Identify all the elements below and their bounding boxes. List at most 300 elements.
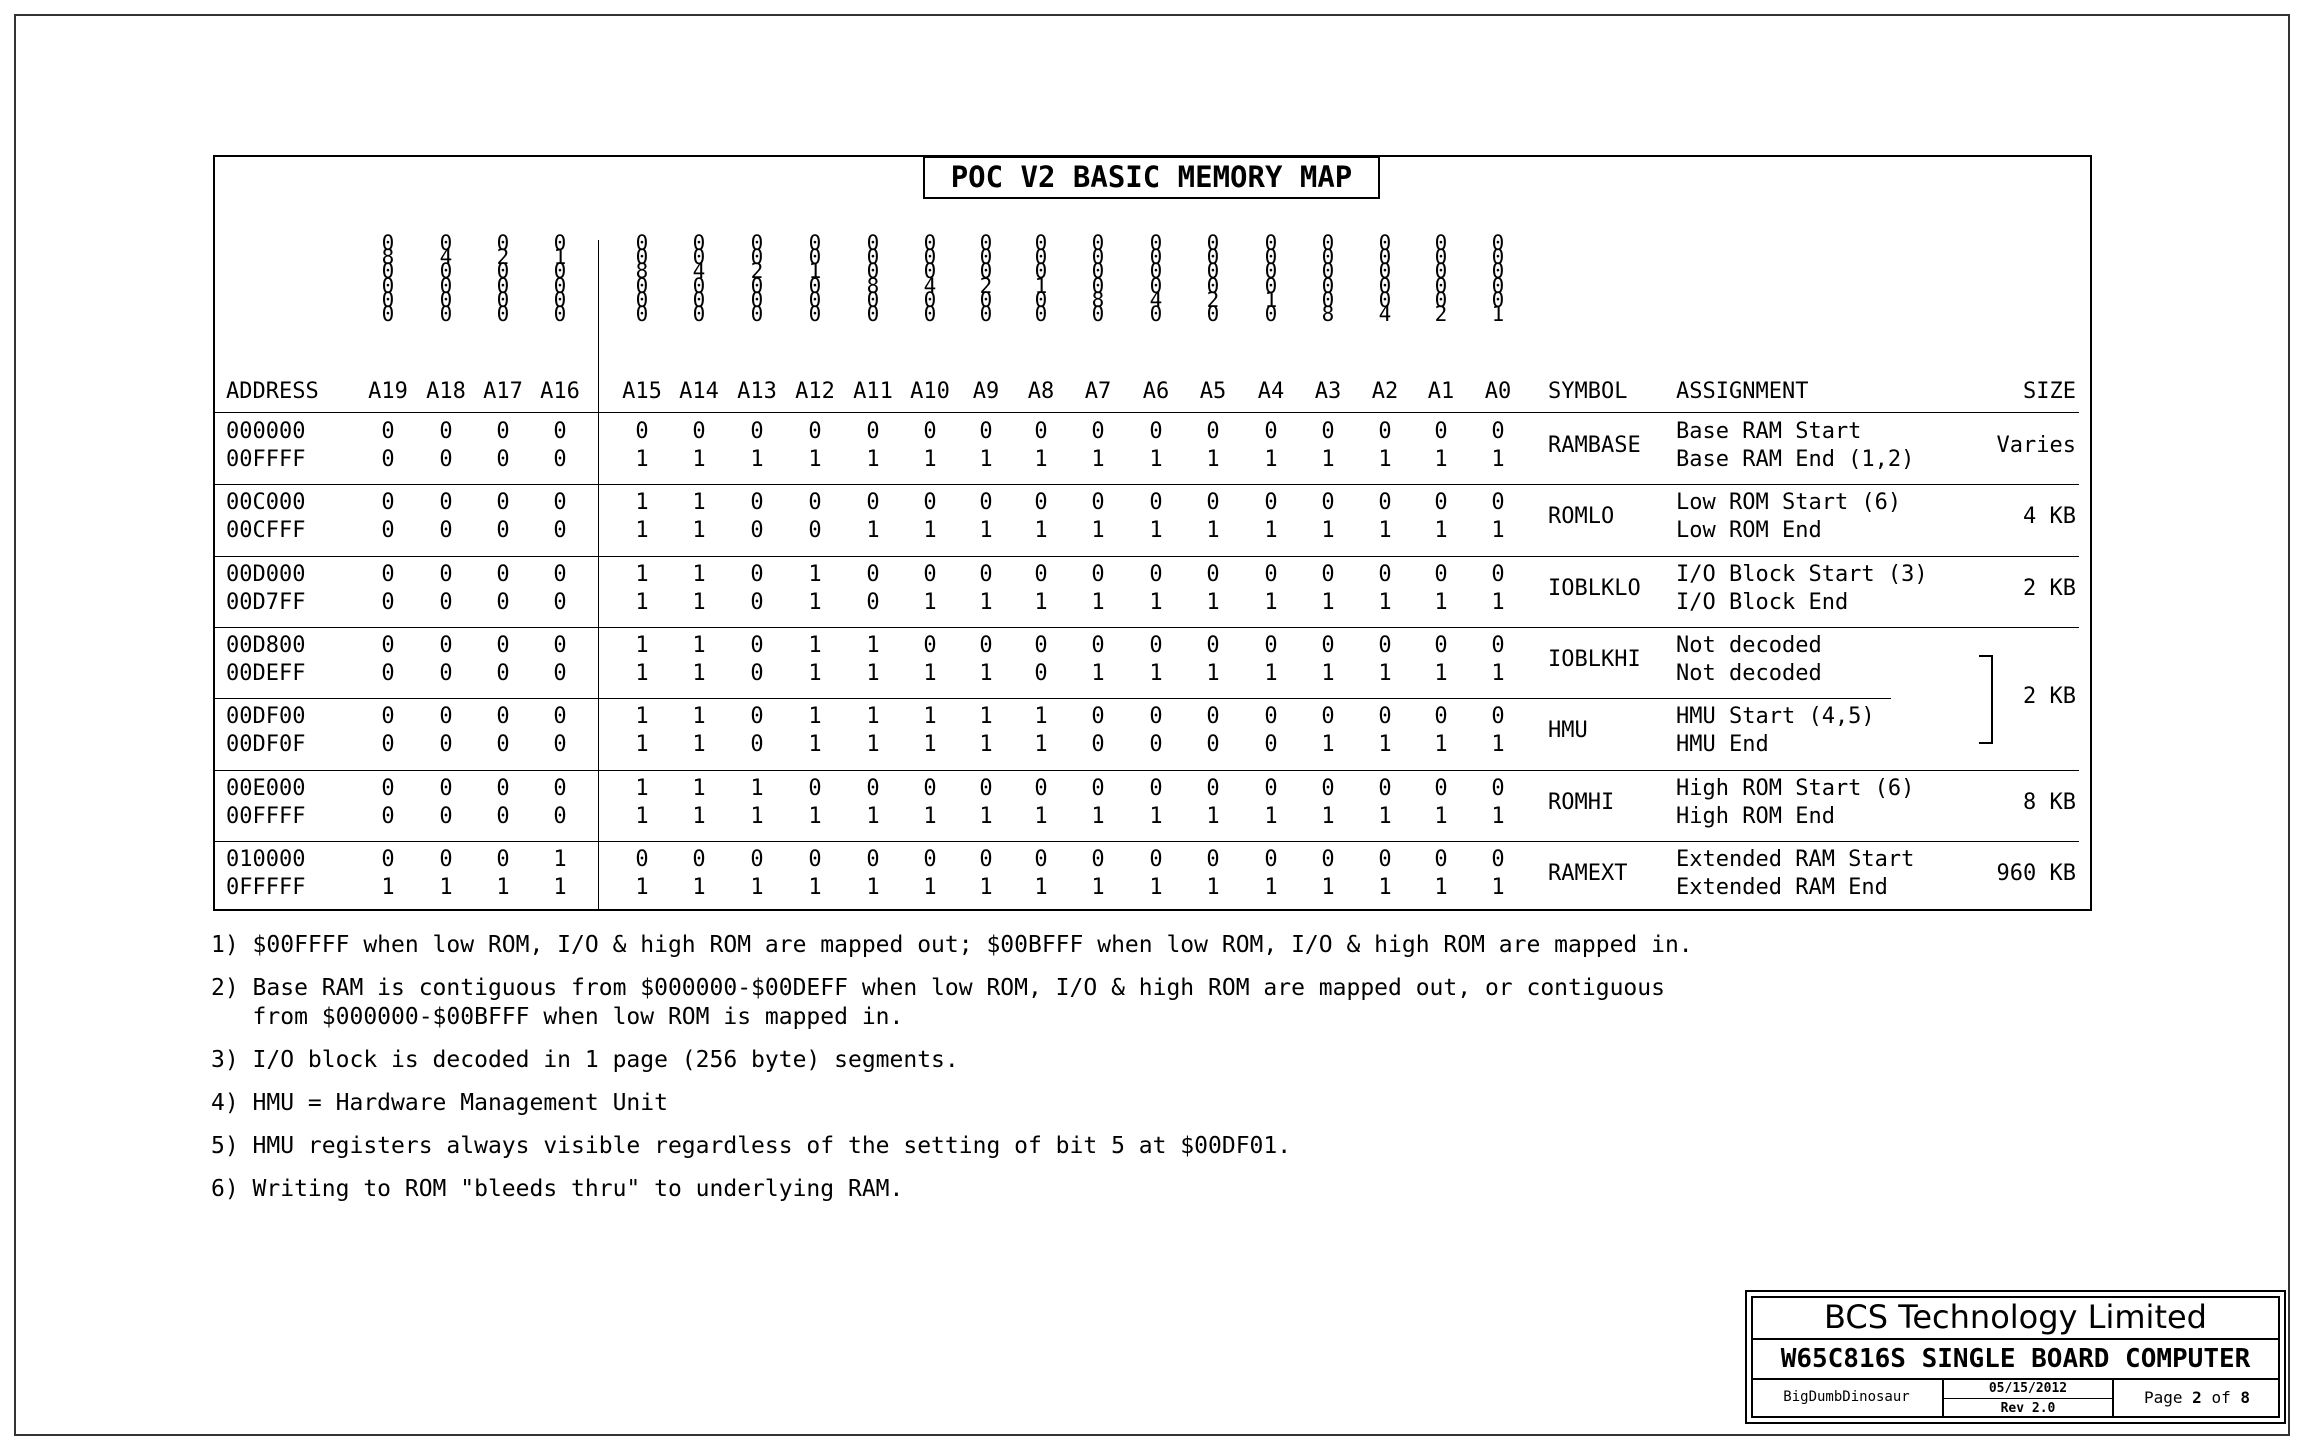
bit-weight: 0 4 0 0 0 0: [439, 231, 453, 327]
bit-weight: 0 0 0 0 0 8: [1321, 231, 1335, 327]
row-address-end: 0FFFFF: [226, 875, 306, 900]
bit-value: 0: [496, 490, 510, 515]
bit-value: 0: [1091, 776, 1105, 801]
bit-value: 1: [1264, 447, 1278, 472]
bit-value: 0: [1434, 633, 1448, 658]
bit-value: 1: [1206, 590, 1220, 615]
page-total: 8: [2240, 1388, 2250, 1407]
row-assignment-start: Low ROM Start (6): [1676, 490, 1902, 515]
bit-value: 0: [1378, 562, 1392, 587]
bit-value: 0: [1034, 490, 1048, 515]
bit-value: 0: [1264, 704, 1278, 729]
bit-value: 0: [381, 704, 395, 729]
bit-value: 0: [979, 490, 993, 515]
bit-value: 1: [1034, 704, 1048, 729]
bit-value: 0: [1091, 704, 1105, 729]
bit-value: 1: [1091, 661, 1105, 686]
bit-value: 0: [439, 661, 453, 686]
bit-value: 0: [1378, 776, 1392, 801]
row-size: 8 KB: [2023, 790, 2076, 815]
bit-value: 0: [381, 590, 395, 615]
bit-value: 1: [1378, 732, 1392, 757]
bit-value: 1: [1378, 518, 1392, 543]
bit-value: 0: [1491, 562, 1505, 587]
bit-weight: 0 0 0 1 0 0: [1034, 231, 1048, 327]
row-assignment-end: I/O Block End: [1676, 590, 1849, 615]
revision: Rev 2.0: [2000, 1401, 2056, 1416]
bit-value: 0: [750, 419, 764, 444]
bit-value: 0: [750, 633, 764, 658]
row-assignment-end: Extended RAM End: [1676, 875, 1888, 900]
bit-value: 0: [381, 562, 395, 587]
bit-value: 0: [1378, 847, 1392, 872]
bit-value: 0: [496, 419, 510, 444]
bit-value: 0: [1034, 776, 1048, 801]
bit-value: 0: [1206, 490, 1220, 515]
bit-value: 0: [866, 590, 880, 615]
footnote: 4) HMU = Hardware Management Unit: [211, 1090, 668, 1116]
title-block-divider: [1751, 1338, 2280, 1340]
bit-value: 0: [1321, 419, 1335, 444]
bit-value: 1: [1491, 518, 1505, 543]
bit-value: 0: [1321, 776, 1335, 801]
bit-value: 1: [866, 732, 880, 757]
bit-value: 0: [496, 804, 510, 829]
bit-value: 1: [1321, 661, 1335, 686]
bit-header: A17: [483, 379, 523, 404]
row-address-start: 00E000: [226, 776, 306, 801]
row-symbol: ROMLO: [1548, 504, 1615, 529]
bit-value: 0: [923, 562, 937, 587]
bit-value: 0: [381, 633, 395, 658]
bit-value: 1: [808, 875, 822, 900]
row-assignment-end: Low ROM End: [1676, 518, 1822, 543]
bit-value: 0: [439, 633, 453, 658]
bit-value: 0: [1321, 847, 1335, 872]
bit-value: 1: [1149, 590, 1163, 615]
bit-value: 0: [496, 661, 510, 686]
bit-value: 0: [381, 804, 395, 829]
bit-value: 0: [439, 562, 453, 587]
bit-value: 0: [1091, 562, 1105, 587]
bit-header: A10: [910, 379, 950, 404]
footnote: from $000000-$00BFFF when low ROM is mapped in.: [211, 1004, 904, 1030]
bit-value: 0: [439, 804, 453, 829]
bit-value: 1: [808, 732, 822, 757]
bit-weight: 0 0 0 0 0 4: [1378, 231, 1392, 327]
bit-value: 0: [1149, 776, 1163, 801]
bit-value: 0: [439, 490, 453, 515]
bit-weight: 0 0 4 0 0 0: [692, 231, 706, 327]
bit-value: 1: [1491, 804, 1505, 829]
bit-weight: 0 0 0 0 0 1: [1491, 231, 1505, 327]
bit-value: 0: [381, 732, 395, 757]
bit-value: 1: [979, 804, 993, 829]
bit-value: 0: [1491, 776, 1505, 801]
bit-value: 0: [1206, 847, 1220, 872]
bit-value: 1: [1206, 875, 1220, 900]
bit-value: 1: [1434, 590, 1448, 615]
bit-value: 1: [692, 732, 706, 757]
bit-header: A14: [679, 379, 719, 404]
bit-value: 0: [692, 847, 706, 872]
bit-value: 1: [1491, 590, 1505, 615]
bit-value: 1: [1149, 447, 1163, 472]
bit-value: 1: [635, 732, 649, 757]
bit-value: 0: [496, 732, 510, 757]
bit-value: 1: [979, 875, 993, 900]
bit-weight: 0 0 1 0 0 0: [808, 231, 822, 327]
bit-value: 1: [1091, 804, 1105, 829]
bit-value: 0: [439, 847, 453, 872]
bit-value: 0: [923, 847, 937, 872]
bit-value: 1: [1206, 447, 1220, 472]
row-address-start: 00C000: [226, 490, 306, 515]
bit-value: 1: [808, 804, 822, 829]
bit-value: 1: [553, 847, 567, 872]
bit-value: 1: [979, 518, 993, 543]
row-size: Varies: [1996, 433, 2076, 458]
bit-header: A2: [1371, 379, 1399, 404]
bit-value: 1: [635, 704, 649, 729]
bit-value: 1: [1321, 447, 1335, 472]
bit-value: 1: [866, 518, 880, 543]
bit-value: 1: [923, 661, 937, 686]
date: 05/15/2012: [1988, 1381, 2068, 1396]
bit-value: 1: [923, 732, 937, 757]
bit-value: 1: [635, 518, 649, 543]
bit-value: 1: [1434, 447, 1448, 472]
company-name: BCS Technology Limited: [1824, 1298, 2207, 1336]
bit-value: 1: [1206, 661, 1220, 686]
bit-header: A9: [972, 379, 1000, 404]
bit-value: 0: [1091, 732, 1105, 757]
bit-value: 1: [1491, 732, 1505, 757]
bit-value: 0: [635, 847, 649, 872]
bit-value: 0: [553, 518, 567, 543]
bit-value: 0: [979, 419, 993, 444]
bit-value: 0: [1491, 419, 1505, 444]
hmu-group-size: 2 KB: [2023, 684, 2076, 709]
bit-value: 1: [1434, 875, 1448, 900]
bit-value: 1: [1378, 804, 1392, 829]
bit-value: 0: [1264, 419, 1278, 444]
bit-value: 1: [1321, 804, 1335, 829]
bit-weight: 0 2 0 0 0 0: [496, 231, 510, 327]
bit-value: 0: [808, 847, 822, 872]
bit-header: A1: [1427, 379, 1455, 404]
bit-value: 1: [750, 447, 764, 472]
bit-value: 1: [1434, 804, 1448, 829]
bit-value: 1: [866, 633, 880, 658]
bit-value: 1: [1378, 875, 1392, 900]
bit-value: 0: [923, 633, 937, 658]
bit-value: 0: [1034, 847, 1048, 872]
bit-value: 0: [496, 776, 510, 801]
bit-value: 0: [1321, 490, 1335, 515]
bit-value: 0: [496, 518, 510, 543]
address-header: ADDRESS: [226, 379, 319, 404]
bit-value: 1: [808, 590, 822, 615]
bit-value: 0: [979, 847, 993, 872]
bit-value: 1: [1321, 732, 1335, 757]
bit-value: 0: [1321, 704, 1335, 729]
bit-value: 1: [866, 704, 880, 729]
bit-value: 0: [1434, 704, 1448, 729]
bit-value: 1: [979, 661, 993, 686]
bit-value: 1: [979, 447, 993, 472]
bit-value: 1: [1321, 518, 1335, 543]
footnote: 3) I/O block is decoded in 1 page (256 byte) segments.: [211, 1047, 959, 1073]
bit-value: 1: [692, 447, 706, 472]
bit-value: 0: [808, 490, 822, 515]
bit-weight: 0 0 0 0 8 0: [1091, 231, 1105, 327]
bit-value: 0: [866, 562, 880, 587]
bit-value: 0: [439, 518, 453, 543]
row-assignment-start: Base RAM Start: [1676, 419, 1862, 444]
bit-value: 1: [1149, 804, 1163, 829]
bit-value: 0: [439, 732, 453, 757]
bit-header: A13: [737, 379, 777, 404]
bit-value: 0: [923, 490, 937, 515]
bit-value: 0: [553, 732, 567, 757]
row-address-start: 000000: [226, 419, 306, 444]
bit-value: 1: [979, 590, 993, 615]
bit-value: 1: [635, 776, 649, 801]
bit-value: 0: [1434, 776, 1448, 801]
bit-value: 0: [553, 804, 567, 829]
bit-value: 1: [1264, 875, 1278, 900]
bit-value: 1: [381, 875, 395, 900]
row-rule: [213, 841, 2079, 842]
row-address-end: 00D7FF: [226, 590, 306, 615]
bit-value: 0: [439, 590, 453, 615]
bit-value: 1: [979, 704, 993, 729]
bit-value: 1: [1491, 661, 1505, 686]
bit-value: 0: [439, 776, 453, 801]
row-symbol: RAMBASE: [1548, 433, 1641, 458]
bit-value: 1: [1034, 732, 1048, 757]
bit-value: 1: [692, 562, 706, 587]
bit-value: 0: [1206, 419, 1220, 444]
bit-value: 0: [1378, 704, 1392, 729]
bit-value: 0: [1264, 490, 1278, 515]
bit-value: 1: [635, 661, 649, 686]
bit-value: 1: [1149, 875, 1163, 900]
row-assignment-end: HMU End: [1676, 732, 1769, 757]
bit-value: 0: [808, 776, 822, 801]
row-address-start: 010000: [226, 847, 306, 872]
bit-value: 0: [553, 776, 567, 801]
row-symbol: ROMHI: [1548, 790, 1615, 815]
bit-value: 1: [923, 447, 937, 472]
row-symbol: IOBLKLO: [1548, 576, 1641, 601]
bit-value: 1: [1264, 661, 1278, 686]
symbol-header: SYMBOL: [1548, 379, 1628, 404]
bit-value: 0: [692, 419, 706, 444]
bit-weight: 0 8 0 0 0 0: [381, 231, 395, 327]
row-symbol: RAMEXT: [1548, 861, 1628, 886]
page-number: [2114, 1386, 2280, 1410]
bit-value: 0: [750, 518, 764, 543]
bit-value: 1: [692, 633, 706, 658]
bit-value: 1: [1378, 661, 1392, 686]
bit-header: A12: [795, 379, 835, 404]
bit-value: 0: [553, 419, 567, 444]
row-size: 960 KB: [1996, 861, 2076, 886]
size-bracket: [1979, 655, 1993, 744]
bit-value: 1: [808, 447, 822, 472]
bit-weight: 0 0 0 0 4 0: [1149, 231, 1163, 327]
bit-value: 1: [496, 875, 510, 900]
row-rule: [213, 770, 2079, 771]
bit-value: 1: [1091, 518, 1105, 543]
bit-value: 1: [1091, 447, 1105, 472]
row-assignment-start: HMU Start (4,5): [1676, 704, 1875, 729]
bit-header: A3: [1314, 379, 1342, 404]
bit-value: 1: [866, 804, 880, 829]
bit-value: 0: [553, 590, 567, 615]
row-assignment-start: I/O Block Start (3): [1676, 562, 1928, 587]
bit-value: 1: [1321, 590, 1335, 615]
bit-value: 1: [692, 704, 706, 729]
row-symbol: HMU: [1548, 718, 1588, 743]
bit-value: 1: [1091, 875, 1105, 900]
bit-value: 0: [553, 447, 567, 472]
row-address-start: 00D800: [226, 633, 306, 658]
bit-value: 1: [750, 875, 764, 900]
bit-value: 0: [1206, 704, 1220, 729]
bit-header: A11: [853, 379, 893, 404]
bit-value: 1: [635, 447, 649, 472]
bit-value: 0: [381, 661, 395, 686]
bit-header: A18: [426, 379, 466, 404]
bit-value: 0: [808, 419, 822, 444]
row-address-end: 00FFFF: [226, 447, 306, 472]
bit-header: A8: [1027, 379, 1055, 404]
bit-value: 1: [635, 562, 649, 587]
bit-value: 1: [923, 875, 937, 900]
bit-value: 0: [750, 562, 764, 587]
bit-value: 0: [1206, 562, 1220, 587]
bit-header: A5: [1199, 379, 1227, 404]
footnote: 2) Base RAM is contiguous from $000000-$00DEFF when low ROM, I/O & high ROM are mapped out, or contiguous: [211, 975, 1665, 1001]
bit-value: 0: [1491, 704, 1505, 729]
row-assignment-start: Extended RAM Start: [1676, 847, 1915, 872]
bit-value: 0: [496, 704, 510, 729]
bit-value: 0: [750, 704, 764, 729]
bit-header: A0: [1484, 379, 1512, 404]
bit-value: 0: [1378, 633, 1392, 658]
bit-value: 0: [381, 419, 395, 444]
bit-header: A19: [368, 379, 408, 404]
bit-value: 0: [750, 590, 764, 615]
bit-value: 0: [381, 490, 395, 515]
bit-value: 0: [866, 776, 880, 801]
bit-value: 0: [979, 562, 993, 587]
row-assignment-end: Base RAM End (1,2): [1676, 447, 1915, 472]
bit-value: 1: [635, 633, 649, 658]
bit-value: 1: [866, 661, 880, 686]
bit-value: 1: [979, 732, 993, 757]
bit-value: 0: [1149, 732, 1163, 757]
row-rule: [213, 627, 2079, 628]
bit-value: 0: [381, 776, 395, 801]
bit-value: 1: [439, 875, 453, 900]
bit-value: 0: [1321, 562, 1335, 587]
bit-value: 0: [1264, 847, 1278, 872]
bit-value: 0: [866, 490, 880, 515]
bit-value: 1: [1091, 590, 1105, 615]
bit-value: 1: [1034, 875, 1048, 900]
page-label: Page: [2144, 1388, 2183, 1407]
size-header: SIZE: [2023, 379, 2076, 404]
bit-value: 0: [1434, 847, 1448, 872]
bit-value: 0: [923, 419, 937, 444]
bit-value: 0: [1149, 704, 1163, 729]
bit-value: 1: [553, 875, 567, 900]
page-current: 2: [2192, 1388, 2202, 1407]
bit-value: 0: [1491, 633, 1505, 658]
bit-value: 1: [635, 590, 649, 615]
bit-value: 1: [1378, 447, 1392, 472]
bit-value: 1: [635, 875, 649, 900]
row-assignment-end: High ROM End: [1676, 804, 1835, 829]
bit-value: 1: [1264, 518, 1278, 543]
bit-value: 1: [1321, 875, 1335, 900]
bit-value: 0: [496, 562, 510, 587]
row-assignment-start: Not decoded: [1676, 633, 1822, 658]
row-address-end: 00FFFF: [226, 804, 306, 829]
of-label: of: [2211, 1388, 2231, 1407]
header-rule: [213, 412, 2079, 413]
bit-value: 1: [808, 562, 822, 587]
bit-value: 0: [1264, 776, 1278, 801]
bit-value: 1: [866, 875, 880, 900]
bit-value: 1: [923, 590, 937, 615]
bit-weight: 0 0 0 2 0 0: [979, 231, 993, 327]
bit-value: 0: [866, 419, 880, 444]
bit-value: 0: [553, 661, 567, 686]
bit-value: 1: [750, 776, 764, 801]
bit-value: 1: [1034, 804, 1048, 829]
row-address-start: 00DF00: [226, 704, 306, 729]
bit-value: 0: [381, 447, 395, 472]
bit-value: 0: [496, 847, 510, 872]
bit-value: 1: [635, 804, 649, 829]
bit-header: A15: [622, 379, 662, 404]
bit-weight: 0 0 0 4 0 0: [923, 231, 937, 327]
bit-weight: 0 1 0 0 0 0: [553, 231, 567, 327]
row-address-start: 00D000: [226, 562, 306, 587]
bit-value: 0: [1491, 490, 1505, 515]
product-name: W65C816S SINGLE BOARD COMPUTER: [1780, 1344, 2251, 1374]
bit-value: 1: [1491, 447, 1505, 472]
bit-value: 0: [439, 447, 453, 472]
bit-value: 0: [1149, 490, 1163, 515]
bit-value: 0: [1264, 633, 1278, 658]
bit-value: 0: [1149, 419, 1163, 444]
bit-value: 0: [1434, 419, 1448, 444]
bit-value: 1: [923, 704, 937, 729]
bit-value: 1: [808, 704, 822, 729]
bit-value: 1: [692, 590, 706, 615]
bit-value: 0: [808, 518, 822, 543]
bit-value: 0: [1434, 490, 1448, 515]
row-size: 2 KB: [2023, 576, 2076, 601]
bit-value: 0: [1149, 847, 1163, 872]
row-rule: [213, 698, 1891, 699]
